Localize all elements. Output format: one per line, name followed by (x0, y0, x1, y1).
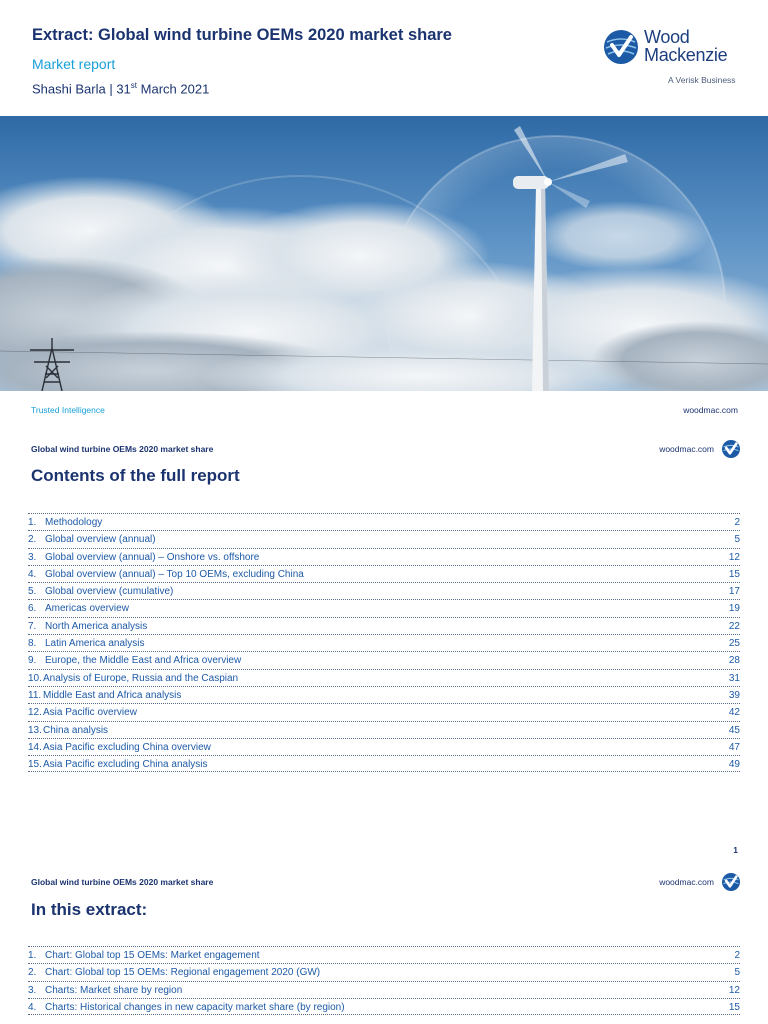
toc-page-number: 2 (734, 517, 740, 528)
toc-page-number: 15 (728, 1001, 740, 1013)
toc-label: Asia Pacific overview (43, 707, 137, 719)
list-item[interactable]: 4. Charts: Historical changes in new capacity market share (by region) 15 (28, 998, 740, 1015)
toc-label: China analysis (43, 724, 109, 736)
wind-turbine-photo (0, 116, 768, 391)
toc-label: Global overview (cumulative) (45, 586, 174, 598)
toc-label: Latin America analysis (45, 638, 145, 650)
toc-page-number: 5 (734, 534, 740, 546)
toc-page-number: 2 (734, 950, 740, 961)
toc-page-number: 45 (728, 724, 740, 736)
toc-label: North America analysis (45, 620, 148, 632)
toc-label: Global overview (annual) – Top 10 OEMs, excluding China (45, 568, 304, 580)
page-number: 1 (733, 845, 738, 855)
toc-page-number: 47 (728, 741, 740, 753)
toc-label: Methodology (45, 517, 103, 528)
page2-header-website[interactable]: woodmac.com (659, 877, 714, 887)
cover-website-link[interactable]: woodmac.com (683, 405, 738, 415)
list-item[interactable]: 4. Global overview (annual) – Top 10 OEMs, excluding China 15 (28, 565, 740, 582)
list-item[interactable]: 9. Europe, the Middle East and Africa overview 28 (28, 651, 740, 668)
list-item[interactable]: 3. Charts: Market share by region 12 (28, 981, 740, 998)
toc-page-number: 12 (728, 551, 740, 563)
extract-contents-list (28, 946, 740, 1015)
toc-label: Asia Pacific excluding China overview (43, 741, 211, 753)
list-item[interactable]: 14. Asia Pacific excluding China overview 47 (28, 738, 740, 755)
list-item[interactable]: 8. Latin America analysis 25 (28, 634, 740, 651)
checkmark-globe-icon (604, 30, 638, 64)
page1-header-title: Global wind turbine OEMs 2020 market share (31, 444, 214, 454)
list-item[interactable]: 7. North America analysis 22 (28, 617, 740, 634)
toc-page-number: 28 (728, 655, 740, 667)
author-name: Shashi Barla (32, 81, 106, 97)
contents-section-title: Contents of the full report (31, 466, 240, 485)
logo-word-wood: Wood (644, 27, 690, 47)
date-day: 31 (116, 81, 131, 97)
full-report-contents-list (28, 513, 740, 772)
toc-label: Charts: Market share by region (45, 984, 183, 996)
list-item[interactable]: 2. Chart: Global top 15 OEMs: Regional engagement 2020 (GW) 5 (28, 963, 740, 980)
document-subtitle: Market report (32, 56, 116, 72)
logo-word-mackenzie: Mackenzie (644, 45, 728, 65)
toc-page-number: 31 (728, 672, 740, 684)
cover-header (0, 0, 768, 116)
wood-mackenzie-logo (604, 28, 744, 88)
toc-label: Europe, the Middle East and Africa overview (45, 655, 242, 667)
toc-label: Global overview (annual) (45, 534, 156, 546)
page1-header-website[interactable]: woodmac.com (659, 444, 714, 454)
logo-tagline: A Verisk Business (668, 75, 736, 85)
toc-label: Charts: Historical changes in new capacity market share (by region) (45, 1001, 345, 1013)
toc-label: Chart: Global top 15 OEMs: Regional engagement 2020 (GW) (45, 967, 321, 979)
toc-page-number: 17 (728, 586, 740, 598)
list-item[interactable]: 1. Methodology 2 (28, 513, 740, 530)
toc-page-number: 22 (728, 620, 740, 632)
toc-page-number: 5 (734, 967, 740, 979)
toc-page-number: 12 (728, 984, 740, 996)
document-title: Extract: Global wind turbine OEMs 2020 market share (32, 26, 452, 44)
toc-page-number: 19 (728, 603, 740, 615)
list-item[interactable]: 12. Asia Pacific overview 42 (28, 703, 740, 720)
page2-header-title: Global wind turbine OEMs 2020 market share (31, 877, 214, 887)
toc-label: Americas overview (45, 603, 129, 615)
list-item[interactable]: 6. Americas overview 19 (28, 599, 740, 616)
list-item[interactable]: 10. Analysis of Europe, Russia and the Caspian 31 (28, 669, 740, 686)
toc-page-number: 49 (728, 759, 740, 771)
list-item[interactable]: 15. Asia Pacific excluding China analysis 49 (28, 755, 740, 772)
checkmark-globe-icon (722, 440, 740, 458)
toc-label: Global overview (annual) – Onshore vs. offshore (45, 551, 260, 563)
list-item[interactable]: 5. Global overview (cumulative) 17 (28, 582, 740, 599)
toc-label: Analysis of Europe, Russia and the Caspian (43, 672, 239, 684)
toc-page-number: 42 (728, 707, 740, 719)
date-suffix: st (130, 81, 138, 90)
list-item[interactable]: 3. Global overview (annual) – Onshore vs. offshore 12 (28, 548, 740, 565)
list-item[interactable]: 13. China analysis 45 (28, 721, 740, 738)
toc-page-number: 39 (728, 689, 740, 701)
list-item[interactable]: 11. Middle East and Africa analysis 39 (28, 686, 740, 703)
toc-page-number: 15 (728, 568, 740, 580)
document-byline: Shashi Barla | 31st March 2021 (32, 81, 210, 97)
extract-section-title: In this extract: (31, 900, 148, 919)
toc-page-number: 25 (728, 638, 740, 650)
list-item[interactable]: 1. Chart: Global top 15 OEMs: Market engagement 2 (28, 946, 740, 963)
toc-label: Asia Pacific excluding China analysis (43, 759, 208, 771)
toc-label: Chart: Global top 15 OEMs: Market engagement (45, 950, 260, 961)
checkmark-globe-icon (722, 873, 740, 891)
toc-label: Middle East and Africa analysis (43, 689, 182, 701)
date-rest: March 2021 (140, 81, 210, 97)
trusted-intelligence-tagline: Trusted Intelligence (31, 405, 105, 415)
list-item[interactable]: 2. Global overview (annual) 5 (28, 530, 740, 547)
